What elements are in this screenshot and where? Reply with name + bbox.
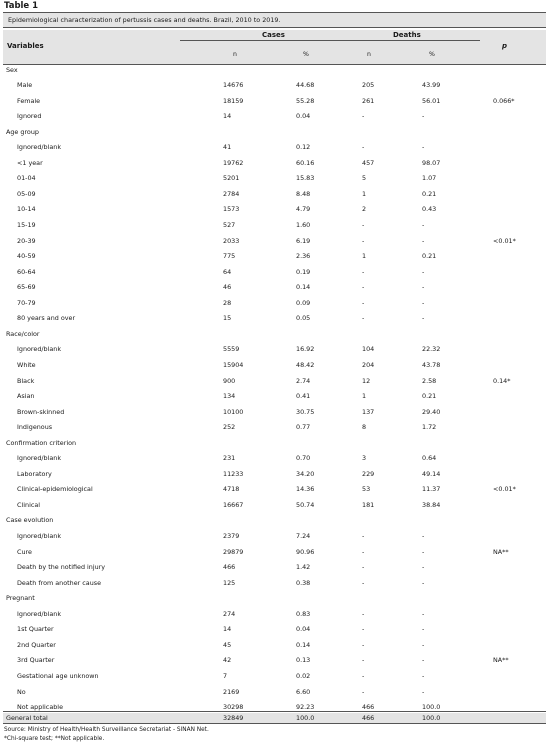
cell-deaths-n: - <box>362 267 365 276</box>
cell-cases-pct: 0.38 <box>296 578 311 587</box>
cell-cases-n: 29879 <box>223 547 244 556</box>
header-p: p <box>502 42 508 50</box>
row-label: Brown-skinned <box>17 407 65 416</box>
cell-cases-pct: 2.74 <box>296 376 311 385</box>
cell-cases-n: 5201 <box>223 174 240 183</box>
cell-deaths-n: 2 <box>362 205 367 214</box>
cell-deaths-n: 104 <box>362 345 375 354</box>
cell-cases-n: 10100 <box>223 407 244 416</box>
row-label: 15-19 <box>17 221 36 229</box>
cell-deaths-n: - <box>362 687 365 696</box>
cell-deaths-n: 53 <box>362 485 371 494</box>
table-label: Table 1 <box>4 1 39 11</box>
cell-deaths-n: - <box>362 532 365 540</box>
cell-cases-pct: 55.28 <box>296 96 315 105</box>
cell-deaths-pct: 0.21 <box>422 392 437 401</box>
cell-cases-n: 2379 <box>223 532 240 540</box>
cell-deaths-pct: - <box>422 283 425 292</box>
cell-cases-n: 64 <box>223 267 232 276</box>
row-label: Ignored <box>17 112 42 121</box>
cell-cases-pct: 0.04 <box>296 625 311 634</box>
cell-deaths-n: - <box>362 547 365 556</box>
total-top-rule <box>3 711 546 712</box>
cell-cases-pct: 90.96 <box>296 547 315 556</box>
cell-deaths-pct: 98.07 <box>422 158 441 167</box>
cell-deaths-n: - <box>362 640 365 649</box>
row-label: Indigenous <box>17 423 53 432</box>
row-label: Ignored/blank <box>17 345 62 354</box>
table-caption: Epidemiological characterization of pertussis cases and deaths. Brazil, 2010 to 2019. <box>8 16 281 24</box>
cell-deaths-pct: 43.99 <box>422 81 441 90</box>
cell-deaths-n: 3 <box>362 454 367 463</box>
cell-cases-n: 466 <box>223 563 236 572</box>
cell-p-value: 0.066* <box>493 96 515 105</box>
cell-cases-pct: 8.48 <box>296 189 311 198</box>
cell-deaths-n: - <box>362 236 365 245</box>
cell-deaths-n: 1 <box>362 252 367 261</box>
cell-deaths-n: 1 <box>362 189 367 198</box>
cell-cases-n: 775 <box>223 252 236 261</box>
cell-p-value: <0.01* <box>493 485 516 494</box>
cell-deaths-pct: 49.14 <box>422 469 441 478</box>
cell-cases-pct: 4.79 <box>296 205 311 214</box>
row-label: 65-69 <box>17 283 36 292</box>
cell-cases-pct: 14.36 <box>296 485 315 494</box>
row-label: 80 years and over <box>17 314 76 323</box>
cell-deaths-n: 8 <box>362 423 367 432</box>
cell-cases-pct: 44.68 <box>296 81 315 90</box>
cell-cases-pct: 30.75 <box>296 407 315 416</box>
cell-deaths-n: 229 <box>362 469 375 478</box>
cell-cases-pct: 0.09 <box>296 298 311 307</box>
cell-deaths-n: - <box>362 143 365 152</box>
cell-deaths-pct: 1.72 <box>422 423 437 432</box>
cell-cases-n: 19762 <box>223 158 244 167</box>
cell-deaths-n: - <box>362 609 365 618</box>
cell-cases-pct: 0.14 <box>296 640 311 649</box>
cell-cases-pct: 0.19 <box>296 267 311 276</box>
cell-deaths-pct: - <box>422 532 425 540</box>
total-row <box>3 713 546 723</box>
row-label: 3rd Quarter <box>17 656 55 665</box>
header-cases-n: n <box>233 51 237 58</box>
cell-deaths-pct: 2.58 <box>422 376 437 385</box>
cell-cases-n: 231 <box>223 454 236 463</box>
cell-deaths-n: - <box>362 671 365 680</box>
cell-deaths-pct: - <box>422 298 425 307</box>
total-deaths-pct: 100.0 <box>422 714 441 722</box>
cell-cases-pct: 48.42 <box>296 360 315 369</box>
row-label: Ignored/blank <box>17 454 62 463</box>
cell-deaths-n: 12 <box>362 376 371 385</box>
row-label: 10-14 <box>17 205 36 214</box>
cell-deaths-pct: - <box>422 221 425 229</box>
row-label: Ignored/blank <box>17 609 62 618</box>
row-label: Ignored/blank <box>17 532 62 540</box>
cell-deaths-n: 457 <box>362 158 375 167</box>
cell-cases-n: 900 <box>223 376 236 385</box>
header-cases-pct: % <box>303 51 309 58</box>
cell-cases-pct: 92.23 <box>296 703 315 712</box>
row-label: Female <box>17 96 41 105</box>
row-label: 2nd Quarter <box>17 640 56 649</box>
cell-cases-n: 2784 <box>223 189 240 198</box>
total-bottom-rule <box>3 723 546 724</box>
row-label: No <box>17 687 26 696</box>
cell-deaths-pct: 0.43 <box>422 205 437 214</box>
cell-cases-n: 125 <box>223 578 236 587</box>
cell-deaths-n: - <box>362 221 365 229</box>
cell-cases-pct: 15.83 <box>296 174 315 183</box>
cell-deaths-n: 466 <box>362 703 375 712</box>
cell-cases-n: 7 <box>223 671 228 680</box>
cell-cases-pct: 2.36 <box>296 252 311 261</box>
cell-cases-pct: 16.92 <box>296 345 315 354</box>
row-label: White <box>17 360 36 369</box>
cell-cases-n: 2033 <box>223 236 240 245</box>
cell-deaths-pct: 43.78 <box>422 360 441 369</box>
cell-deaths-pct: - <box>422 687 425 696</box>
cell-deaths-pct: - <box>422 671 425 680</box>
cell-deaths-pct: 11.37 <box>422 485 441 494</box>
row-label: Clinical-epidemiological <box>17 485 93 494</box>
cell-cases-pct: 0.13 <box>296 656 311 665</box>
cell-cases-n: 134 <box>223 392 236 401</box>
group-label: Race/color <box>6 329 40 338</box>
cell-cases-n: 14 <box>223 112 232 121</box>
cell-deaths-pct: - <box>422 547 425 556</box>
cell-deaths-n: 261 <box>362 96 375 105</box>
row-label: 01-04 <box>17 174 36 183</box>
cell-deaths-n: 5 <box>362 174 367 183</box>
cell-deaths-n: - <box>362 283 365 292</box>
row-label: Death from another cause <box>17 578 102 587</box>
total-cases-pct: 100.0 <box>296 714 315 722</box>
cell-deaths-pct: 56.01 <box>422 96 441 105</box>
cell-cases-n: 15904 <box>223 360 244 369</box>
row-label: 70-79 <box>17 298 36 307</box>
cell-cases-n: 16667 <box>223 500 244 509</box>
total-label: General total <box>6 714 48 722</box>
cell-cases-pct: 34.20 <box>296 469 315 478</box>
cell-cases-n: 527 <box>223 221 236 229</box>
cell-deaths-pct: - <box>422 640 425 649</box>
group-label: Sex <box>6 65 18 74</box>
cell-cases-n: 274 <box>223 609 236 618</box>
cell-deaths-pct: - <box>422 563 425 572</box>
cell-deaths-pct: - <box>422 236 425 245</box>
cell-deaths-n: 137 <box>362 407 375 416</box>
cell-deaths-n: - <box>362 112 365 121</box>
cell-cases-pct: 0.70 <box>296 454 311 463</box>
header-deaths: Deaths <box>393 31 421 39</box>
footnote: *Chi-square test; **Not applicable. <box>4 736 105 742</box>
cell-cases-pct: 6.60 <box>296 687 311 696</box>
row-label: Not applicable <box>17 703 64 712</box>
group-label: Case evolution <box>6 516 54 525</box>
cell-cases-n: 42 <box>223 656 232 665</box>
cell-cases-n: 14676 <box>223 81 244 90</box>
cell-cases-pct: 1.60 <box>296 221 311 229</box>
cell-p-value: NA** <box>493 547 509 556</box>
row-label: 05-09 <box>17 189 36 198</box>
cell-deaths-pct: 29.40 <box>422 407 441 416</box>
cell-cases-pct: 0.77 <box>296 423 311 432</box>
header-deaths-n: n <box>367 51 371 58</box>
cell-deaths-pct: - <box>422 656 425 665</box>
row-label: 60-64 <box>17 267 36 276</box>
cell-cases-pct: 0.83 <box>296 609 311 618</box>
cell-deaths-pct: - <box>422 578 425 587</box>
row-label: Death by the notified injury <box>17 563 106 572</box>
cell-deaths-n: - <box>362 314 365 323</box>
cell-cases-n: 1573 <box>223 205 240 214</box>
cell-cases-n: 2169 <box>223 687 240 696</box>
cell-cases-n: 46 <box>223 283 232 292</box>
cell-deaths-n: - <box>362 298 365 307</box>
cell-cases-pct: 0.12 <box>296 143 311 152</box>
cell-cases-pct: 0.05 <box>296 314 311 323</box>
cell-deaths-n: 205 <box>362 81 375 90</box>
cell-cases-n: 14 <box>223 625 232 634</box>
group-label: Pregnant <box>6 594 35 603</box>
cell-cases-n: 5559 <box>223 345 240 354</box>
group-label: Confirmation criterion <box>6 438 77 447</box>
cell-deaths-n: 1 <box>362 392 367 401</box>
row-label: Male <box>17 81 33 90</box>
cell-deaths-n: - <box>362 656 365 665</box>
cell-cases-n: 45 <box>223 640 232 649</box>
cell-deaths-pct: 0.21 <box>422 189 437 198</box>
cell-deaths-n: - <box>362 578 365 587</box>
cell-deaths-pct: 0.21 <box>422 252 437 261</box>
header-deaths-pct: % <box>429 51 435 58</box>
cell-deaths-pct: 22.32 <box>422 345 441 354</box>
cell-deaths-pct: 1.07 <box>422 174 437 183</box>
cell-deaths-pct: - <box>422 267 425 276</box>
cell-cases-pct: 60.16 <box>296 158 315 167</box>
cell-deaths-pct: 0.64 <box>422 454 437 463</box>
cell-deaths-n: - <box>362 625 365 634</box>
cell-cases-pct: 7.24 <box>296 532 311 540</box>
cell-cases-pct: 1.42 <box>296 563 311 572</box>
cell-deaths-pct: - <box>422 609 425 618</box>
cell-deaths-pct: 38.84 <box>422 500 441 509</box>
cell-cases-n: 30298 <box>223 703 244 712</box>
total-deaths-n: 466 <box>362 714 375 722</box>
cell-deaths-pct: - <box>422 625 425 634</box>
header-cases: Cases <box>262 31 285 39</box>
cell-deaths-n: - <box>362 563 365 572</box>
cell-p-value: NA** <box>493 656 509 665</box>
cell-deaths-pct: 100.0 <box>422 703 441 712</box>
row-label: Clinical <box>17 500 41 509</box>
row-label: Laboratory <box>17 469 52 478</box>
row-label: Gestational age unknown <box>17 671 99 680</box>
cell-cases-n: 252 <box>223 423 236 432</box>
cell-cases-n: 11233 <box>223 469 244 478</box>
cell-cases-n: 28 <box>223 298 232 307</box>
group-label: Age group <box>6 127 39 136</box>
cell-cases-n: 41 <box>223 143 232 152</box>
cell-cases-pct: 0.41 <box>296 392 311 401</box>
source-note: Source: Ministry of Health/Health Surveillance Secretariat - SINAN Net. <box>4 727 209 733</box>
row-label: Ignored/blank <box>17 143 62 152</box>
row-label: Black <box>17 376 35 385</box>
cell-p-value: <0.01* <box>493 236 516 245</box>
cell-cases-n: 18159 <box>223 96 244 105</box>
cell-cases-n: 4718 <box>223 485 240 494</box>
total-cases-n: 32849 <box>223 714 244 722</box>
cell-cases-n: 15 <box>223 314 232 323</box>
header-variables: Variables <box>7 42 44 50</box>
cell-deaths-pct: - <box>422 143 425 152</box>
cell-cases-pct: 0.04 <box>296 112 311 121</box>
cell-cases-pct: 0.14 <box>296 283 311 292</box>
cell-cases-pct: 6.19 <box>296 236 311 245</box>
row-label: 1st Quarter <box>17 625 54 634</box>
cell-cases-pct: 0.02 <box>296 671 311 680</box>
row-label: Cure <box>17 547 32 556</box>
cell-deaths-n: 204 <box>362 360 375 369</box>
cell-deaths-n: 181 <box>362 500 375 509</box>
cell-cases-pct: 50.74 <box>296 500 315 509</box>
row-label: Asian <box>17 392 35 401</box>
cell-deaths-pct: - <box>422 112 425 121</box>
row-label: 40-59 <box>17 252 36 261</box>
row-label: <1 year <box>17 158 43 167</box>
cell-deaths-pct: - <box>422 314 425 323</box>
row-label: 20-39 <box>17 236 36 245</box>
cell-p-value: 0.14* <box>493 376 511 385</box>
